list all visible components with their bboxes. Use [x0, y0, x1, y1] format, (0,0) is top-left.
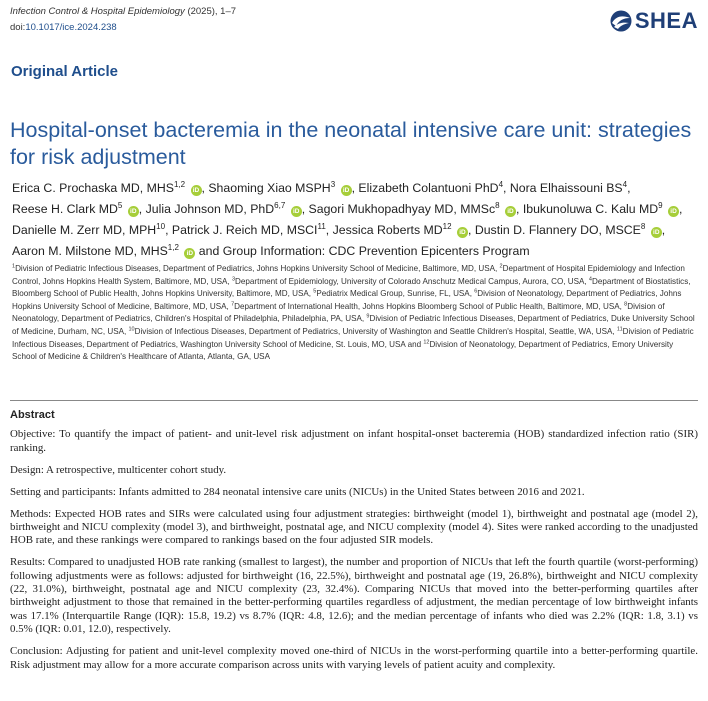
affiliation-number: 4	[588, 275, 592, 282]
author-name[interactable]	[208, 181, 351, 195]
affiliation-number: 7	[231, 301, 235, 308]
author-affiliation-sup: 12	[442, 221, 452, 231]
doi-line	[10, 22, 117, 33]
author-name[interactable]	[146, 202, 302, 216]
orcid-icon[interactable]: iD	[191, 185, 202, 196]
author-affiliation-sup: 8	[640, 221, 646, 231]
affiliation-text: Pediatrix Medical Group, Sunrise, FL, USA,	[316, 289, 475, 299]
author-name[interactable]	[358, 181, 503, 195]
abstract-paragraph: Methods: Expected HOB rates and SIRs were calculated using four adjustment strategies: birthweight (model 1), birthweight and postnatal age (model 2), birthweight and NICU complexity (model 3), and birthweight, postnatal age, and NICU complexity (model 4). Sites were ranked according to the unadjusted HOB rate, and these rankings were compared to rankings based on the four adjusted SIR models.	[10, 507, 698, 547]
abstract-paragraph: Objective: To quantify the impact of patient- and unit-level risk adjustment on infant hospital-onset bacteremia (HOB) standardized infection ratio (SIR) ranking.	[10, 428, 698, 454]
affiliation-text: Department of Epidemiology, University of Colorado Anschutz Medical Campus, Aurora, CO, USA,	[235, 276, 589, 286]
orcid-icon[interactable]: iD	[457, 227, 468, 238]
affiliation-text: Division of Pediatric Infectious Diseases, Department of Pediatrics, Washington University School of Medicine, St. Louis, MO, USA and	[12, 326, 694, 349]
author-affiliation-sup: 5	[117, 200, 123, 210]
affiliation-number: 11	[616, 326, 623, 333]
orcid-icon[interactable]: iD	[341, 185, 352, 196]
author-name-text: Patrick J. Reich MD, MSCI	[171, 223, 318, 237]
shea-logo-text: SHEA	[634, 8, 698, 33]
author-name-text: Danielle M. Zerr MD, MPH	[12, 223, 157, 237]
author-name-text: Nora Elhaissouni BS	[509, 181, 623, 195]
author-name-text: Jessica Roberts MD	[332, 223, 443, 237]
affiliations	[12, 263, 696, 364]
orcid-icon[interactable]: iD	[128, 206, 139, 217]
author-name[interactable]	[172, 223, 326, 237]
author-name[interactable]	[333, 223, 468, 237]
affiliation-text: Division of Neonatology, Department of Pediatrics, Johns Hopkins University School of Medicine, Baltimore, MD, USA,	[12, 289, 682, 311]
orcid-icon[interactable]: iD	[651, 227, 662, 238]
author-affiliation-sup: 6,7	[274, 200, 286, 210]
author-affiliation-sup: 10	[156, 221, 166, 231]
affiliation-text: Department of International Health, Johns Hopkins Bloomberg School of Public Health, Baltimore, MD, USA,	[234, 301, 625, 311]
doi-link[interactable]: 10.1017/ice.2024.238	[25, 22, 117, 33]
affiliation-text: Division of Pediatric Infectious Diseases, Department of Pediatrics, Johns Hopkins University School of Medicine, Baltimore, MD, USA,	[15, 264, 500, 273]
orcid-icon[interactable]: iD	[291, 206, 302, 217]
author-name[interactable]	[523, 202, 679, 216]
author-name-text: Julia Johnson MD, PhD	[145, 202, 275, 216]
author-name[interactable]	[510, 181, 627, 195]
journal-name: Infection Control & Hospital Epidemiology	[10, 6, 185, 17]
orcid-icon[interactable]: iD	[184, 248, 195, 259]
orcid-icon[interactable]: iD	[668, 206, 679, 217]
abstract-paragraph: Results: Compared to unadjusted HOB rate ranking (smallest to largest), the number and proportion of NICUs that left the fourth quartile (worst-performing) following adjustments were as follows: adjusted for birthweight (16, 22.5%), birthweight and postnatal age (19, 26.8%), birthweight and NICU complexity (22, 31.0%), birthweight, postnatal age and NICU complexity (23, 32.4%). Comparing NICUs that moved into the better-performing quartiles after birthweight adjustment to those that remained in the better-performing quartiles regardless of adjustment, the median percentage of low birthweight infants was 17.1% (Interquartile Range (IQR): 15.8, 19.2) vs 8.7% (IQR: 4.8, 12.6); and the median percentage of infants who died was 2.2% (IQR: 1.8, 3.1) vs 0.5% (IQR: 0.01, 12.0), respectively.	[10, 556, 698, 636]
article-type: Original Article	[11, 63, 118, 80]
author-name-text: Aaron M. Milstone MD, MHS	[12, 244, 168, 258]
affiliation-number: 1	[12, 263, 16, 270]
author-list: Erica C. Prochaska MD, MHS$^{1,2}$ iD , Shaoming Xiao MSPH$^3$ iD , Elizabeth Colantuoni PhD$^4$, Nora Elhaissouni $BS^4$, Reese H. Clark $MD^5$ iD , Julia Johnson MD, PhD$^{6,7}$ iD , Sagori Mukhopadhyay MD, MMSc$^8$ iD , Ibukunoluwa C. Kalu $MD^9$ iD , Danielle M. Zerr MD, MPH$^{10}$, Patrick J. Reich MD, MSCI$^{11}$, Jessica Roberts MD$^{12}$ iD , Dustin D. Flannery DO, MSCE$^8$ iD , Aaron M. Milstone MD, MHS$^{1,2}$ iD and Group Information: CDC Prevention Epicenters Program	[12, 179, 683, 258]
author-name-text: Dustin D. Flannery DO, MSCE	[474, 223, 641, 237]
affiliation-text: Division of Neonatology, Department of Pediatrics, Emory University School of Medicine & Children's Healthcare of Atlanta, Atlanta, GA, USA	[12, 339, 674, 362]
article-title: Hospital-onset bacteremia in the neonatal intensive care unit: strategies for risk adjustment	[10, 118, 692, 170]
shea-logo[interactable]	[610, 8, 698, 34]
affiliation-text: Division of Pediatric Infectious Diseases, Department of Pediatrics, Duke University School of Medicine, Durham, NC, USA,	[12, 314, 695, 336]
author-name-text: Ibukunoluwa C. Kalu MD	[522, 202, 659, 216]
author-affiliation-sup: 11	[317, 221, 326, 231]
affiliation-number: 8	[624, 301, 628, 308]
journal-citation	[10, 6, 236, 17]
journal-pages: (2025), 1–7	[187, 6, 237, 17]
author-name[interactable]	[12, 223, 165, 237]
author-name-text: Elizabeth Colantuoni PhD	[358, 181, 499, 195]
abstract-paragraph: Conclusion: Adjusting for patient and unit-level complexity moved one-third of NICUs in the worst-performing quartile into a better-performing quartile. Risk adjustment may allow for a more accurate comparison across units with varying levels of patient acuity and complexity.	[10, 645, 698, 671]
author-name[interactable]	[12, 202, 139, 216]
author-affiliation-sup: 1,2	[173, 179, 186, 189]
author-affiliation-sup: 3	[330, 179, 336, 189]
shea-globe-icon	[610, 10, 632, 32]
author-name-text: Shaoming Xiao MSPH	[208, 181, 331, 195]
doi-prefix: doi:	[10, 22, 26, 33]
author-name-text: Erica C. Prochaska MD, MHS	[12, 181, 174, 195]
section-divider	[10, 400, 698, 401]
affiliation-number: 12	[423, 338, 430, 345]
abstract	[10, 409, 698, 681]
orcid-icon[interactable]: iD	[505, 206, 516, 217]
affiliation-number: 5	[313, 288, 317, 295]
author-name[interactable]	[12, 181, 202, 195]
author-affiliation-sup: 4	[622, 179, 628, 189]
affiliation-number: 10	[128, 326, 135, 333]
author-name-text: Reese H. Clark MD	[12, 202, 118, 216]
affiliation-text: Department of Biostatistics, Bloomberg School of Public Health, Johns Hopkins University, Baltimore, MD, USA,	[12, 276, 691, 299]
affiliation-number: 9	[366, 313, 370, 320]
affiliation-text: Department of Hospital Epidemiology and Infection Control, Johns Hopkins Health System, Baltimore, MD, USA,	[12, 264, 685, 286]
affiliation-number: 2	[499, 263, 503, 270]
author-name[interactable]	[309, 202, 516, 216]
affiliation-number: 3	[231, 275, 236, 282]
abstract-heading: Abstract	[10, 409, 55, 421]
abstract-paragraph: Setting and participants: Infants admitted to 284 neonatal intensive care units (NICUs) in the United States between 2016 and 2021.	[10, 485, 585, 498]
author-affiliation-sup: 9	[658, 200, 663, 210]
abstract-paragraph: Design: A retrospective, multicenter cohort study.	[10, 463, 227, 476]
author-affiliation-sup: 8	[495, 200, 500, 210]
authors-group-info: and Group Information: CDC Prevention Epicenters Program	[198, 244, 530, 258]
author-affiliation-sup: 1,2	[167, 242, 179, 252]
affiliation-number: 6	[474, 288, 478, 295]
author-affiliation-sup: 4	[498, 179, 504, 189]
author-name[interactable]	[12, 244, 195, 258]
author-name[interactable]	[475, 223, 662, 237]
affiliation-text: Division of Neonatology, Department of Pediatrics, Children's Hospital of Philadelphia, Philadelphia, PA, USA,	[12, 301, 665, 324]
affiliation-text: Division of Infectious Diseases, Department of Pediatrics, University of Washington and Seattle Children's Hospital, Seattle, WA, USA,	[134, 326, 617, 336]
abstract-body	[10, 428, 698, 672]
author-name-text: Sagori Mukhopadhyay MD, MMSc	[308, 202, 496, 216]
